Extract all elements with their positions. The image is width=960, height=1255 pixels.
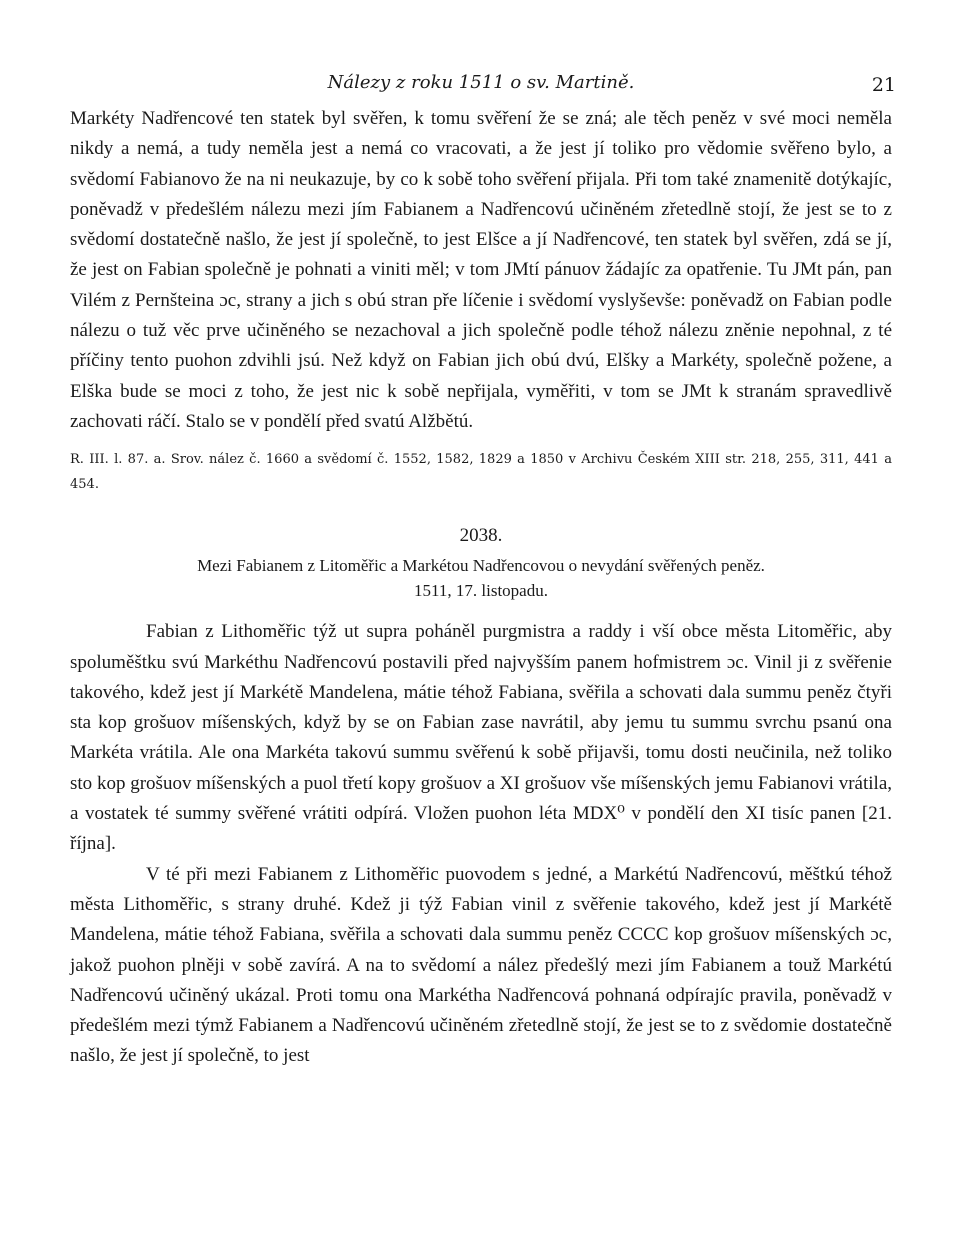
document-date: 1511, 17. listopadu. [414,581,548,601]
page-number: 21 [871,74,896,96]
document-number: 2038. [459,525,503,547]
running-head [70,70,896,104]
document-paragraph-2: V té při mezi Fabianem z Lithoměřic puovodem s jedné, a Markétú Nadřencovú, měštkú téhož města Lithoměřic, s strany druhé. Kdež ji týž Fabian vinil z svěřenie takového, kdež jest jí Markétě Mandelena, mátie téhož Fabiana, svěřila a schovati dala summu peněz CCCC kop grošuov míšenských ɔc, jakož puohon plněji v sobě zavírá. A na to svědomí a nález předešlý mezi jím Fabianem a touž Markétú Nadřencovú učiněný ukázal. Proti tomu ona Markétha Nadřencová pohnaná odpírajíc pravila, poněvadž v předešlém mezi týmž Fabianem a Nadřencovú učiněném zřetedlně stojí, že jest se to z svědomie dostatečně našlo, že jest jí společně, to jest [70,863,892,1067]
page [70,70,896,1072]
document-heading: Mezi Fabianem z Litoměřic a Markétou Nadřencovou o nevydání svěřených peněz. [197,556,765,576]
continuation-paragraph: Markéty Nadřencové ten statek byl svěřen, k tomu svěření že se zná; ale těch peněz v své moci neměla nikdy a nemá, a tudy neměla jest a nemá co vracovati, a že jest jí toliko pro vědomie svěřeno bylo, a svědomí Fabianovo že na ni neukazuje, by co k sobě toho svěření přijala. Při tom také znamenitě dotýkajíc, poněvadž v předešlém nálezu mezi jím Fabianem a Nadřencovú učiněném zřetedlně stojí, že jest se to z svědomí dostatečně našlo, že jest jí společně, to jest Elšce a jí Nadřencové, ten statek byl svěřen, zdá se jí, že jest on Fabian společně je pohnati a viniti měl; v tom JMtí pánuov žádajíc za opatřenie. Tu JMt pán, pan Vilém z Pernšteina ɔc, strany a jich s obú stran pře líčenie i svědomí vyslyševše: poněvadž on Fabian podle nálezu o tuž věc prve učiněného se nezachoval a jich společně podle téhož nálezu zněnie nepohnal, z té příčiny tento puohon zdvihli jsú. Než když on Fabian jich obú dvú, Elšky a Markéty, společně požene, a Elška bude se moci z toho, že jest nic k sobě nepřijala, vyměřiti, v tom se JMt k stranám spravedlivě zachovati ráčí. Stalo se v pondělí před svatú Alžbětú. [70,108,892,432]
source-note: R. III. l. 87. a. Srov. nález č. 1660 a svědomí č. 1552, 1582, 1829 a 1850 v Archivu Českém XIII str. 218, 255, 311, 441 a 454. [70,452,892,493]
document-paragraph-1: Fabian z Lithoměřic týž ut supra poháněl purgmistra a raddy i vší obce města Litoměřic, aby spoluměštku svú Markéthu Nadřencovú postavili před najvyšším panem hofmistrem ɔc. Vinil ji z svěřenie takového, kdež jest jí Markétě Mandelena, mátie téhož Fabiana, svěřila a schovati dala summu peněz čtyři sta kop grošuov míšenských, když by se on Fabian zase navrátil, aby jemu tu summu svrchu psanú ona Markéta vrátila. Ale ona Markéta takovú summu svěřenú k sobě přijavši, tomu dosti neučinila, než toliko sto kop grošuov míšenských a puol třetí kopy grošuov a XI grošuov vše míšenských jemu Fabianovi vrátila, a vostatek té summy svěřené vrátiti odpírá. Vložen puohon léta MDX⁰ v pondělí den XI tisíc panen [21. října]. [70,621,892,855]
running-title: Nálezy z roku 1511 o sv. Martině. [327,72,635,93]
